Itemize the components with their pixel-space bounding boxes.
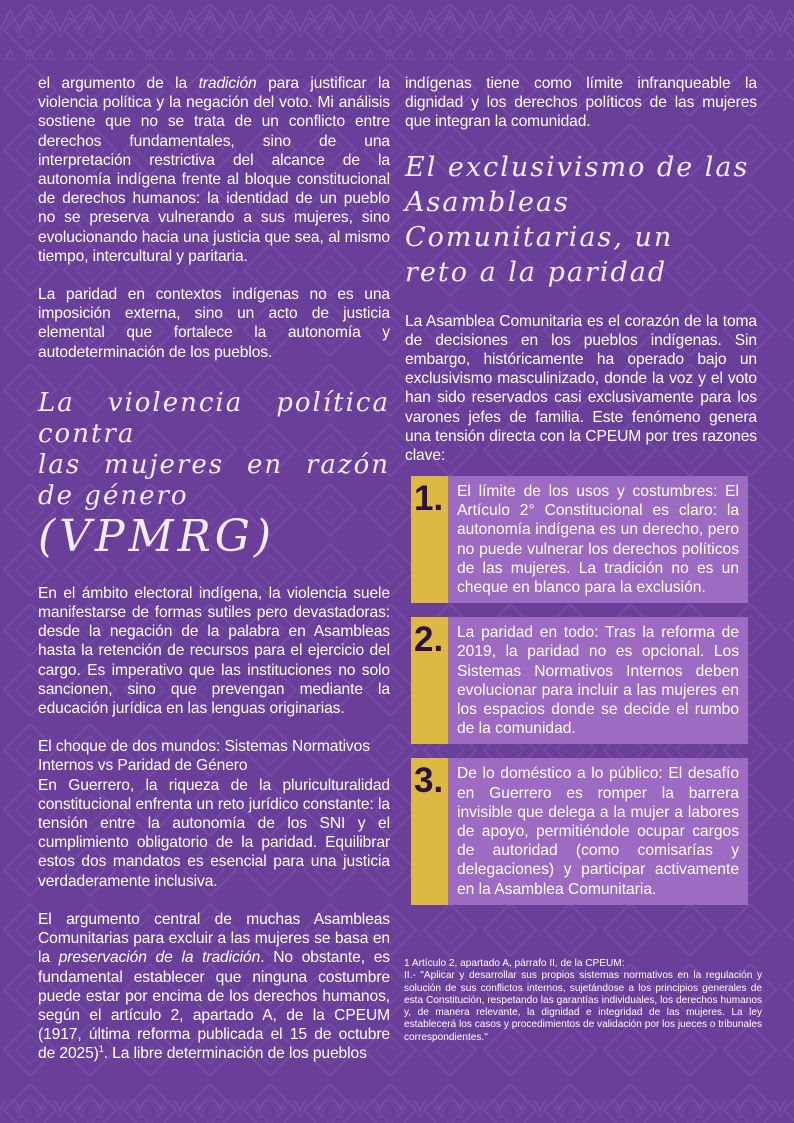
key-reasons-list xyxy=(411,476,748,919)
reason-card-2 xyxy=(411,617,748,744)
section-title-exclusivismo-line-2: Asambleas Comunitarias, un xyxy=(405,186,674,253)
right-column xyxy=(405,74,757,465)
footnote-source: 1 Artículo 2, apartado A, párrafo II, de la CPEUM: xyxy=(404,958,625,969)
left-paragraph-1-text: el argumento de la xyxy=(38,75,199,92)
section-title-vpmrg xyxy=(38,388,390,562)
card-number: 2. xyxy=(414,620,444,660)
reason-card-1 xyxy=(411,476,748,603)
section-title-exclusivismo xyxy=(405,150,757,290)
left-paragraph-5-text-mid: . No obstante, es fundamental establecer que ninguna costumbre puede estar por encima de los derechos humanos, según el artículo 2, apartado A, de la CPEUM (1917, última reforma publicada el 15 de octubre de 2025) xyxy=(38,949,390,1063)
left-column xyxy=(38,74,390,1064)
subheading-choque: El choque de dos mundos: Sistemas Normativos Internos vs Paridad de Género xyxy=(38,738,370,775)
card-number: 3. xyxy=(414,761,444,801)
card-text: De lo doméstico a lo público: El desafío en Guerrero es romper la barrera invisible que delega a la mujer a labores de apoyo, permitiéndole ocupar cargos de autoridad (como comisarías y delegaciones) y participar activamente en la Asamblea Comunitaria. xyxy=(457,765,739,898)
section-title-exclusivismo-line-3: reto a la paridad xyxy=(405,256,668,288)
left-paragraph-3: En el ámbito electoral indígena, la violencia suele manifestarse de formas sutiles pero devastadoras: desde la negación de la palabra en Asambleas hasta la retención de recursos para el ejercicio del cargo. Es imperativo que las instituciones no solo sancionen, sino que prevengan mediante la educación jurídica en las lenguas originarias. xyxy=(38,584,390,718)
footnote xyxy=(404,958,762,1044)
section-title-vpmrg-line-3: (VPMRG) xyxy=(38,510,276,562)
left-paragraph-2: La paridad en contextos indígenas no es una imposición externa, sino un acto de justicia elemental que fortalece la autonomía y autodeterminación de los pueblos. xyxy=(38,286,390,361)
left-paragraph-4: En Guerrero, la riqueza de la pluriculturalidad constitucional enfrenta un reto jurídico constante: la tensión entre la autonomía de los SNI y el cumplimiento obligatorio de la paridad. Equilibrar estos dos mandatos es esencial para una justicia verdaderamente inclusiva. xyxy=(38,776,390,890)
left-paragraph-1 xyxy=(38,74,390,266)
card-text: El límite de los usos y costumbres: El Artículo 2° Constitucional es claro: la autonomía indígena es un derecho, pero no puede vulnerar los derechos políticos de las mujeres. La tradición no es un cheque en blanco para la exclusión. xyxy=(457,483,739,597)
section-title-vpmrg-line-1: La violencia política contra xyxy=(38,387,390,449)
card-number: 1. xyxy=(414,479,444,518)
section-title-vpmrg-line-2: las mujeres en razón de género xyxy=(38,449,390,511)
right-paragraph-1: indígenas tiene como límite infranqueable la dignidad y los derechos políticos de las mujeres que integran la comunidad. xyxy=(405,75,757,131)
left-paragraph-5-text-end: . La libre determinación de los pueblos xyxy=(103,1045,367,1063)
emphasis-preservacion: preservación de la tradición xyxy=(58,949,261,967)
footnote-text: II.- "Aplicar y desarrollar sus propios sistemas normativos en la regulación y solución de sus conflictos internos, sujetándose a los principios generales de esta Constitución, respetando las garantías individuales, los derechos humanos y, de manera relevante, la dignidad e integridad de las mujeres. La ley establecerá los casos y procedimientos de validación por los jueces o tribunales correspondientes." xyxy=(404,970,762,1043)
emphasis-tradicion: tradición xyxy=(198,75,257,92)
footnote-reference: 1 xyxy=(98,1044,104,1055)
right-paragraph-2: La Asamblea Comunitaria es el corazón de la toma de decisiones en los pueblos indígenas. Sin embargo, históricamente ha operado bajo un exclusivismo masculinizado, donde la voz y el voto han sido reservados casi exclusivamente para los varones jefes de familia. Este fenómeno genera una tensión directa con la CPEUM por tres razones clave: xyxy=(405,312,757,465)
section-title-exclusivismo-line-1: El exclusivismo de las xyxy=(405,151,750,183)
reason-card-3 xyxy=(411,758,748,904)
left-paragraph-1-text-end: para justificar la violencia política y la negación del voto. Mi análisis sostiene que no se trata de un conflicto entre derechos fundamentales, sino de una interpretación restrictiva del alcance de la autonomía indígena frente al bloque constitucional de derechos humanos: la identidad de un pueblo no se preserva vulnerando a sus mujeres, sino evolucionando hacia una justicia que sea, al mismo tiempo, intercultural y paritaria. xyxy=(38,75,390,265)
left-paragraph-5-text: El argumento central de muchas Asambleas Comunitarias para excluir a las mujeres se basa en la xyxy=(38,910,390,967)
card-text: La paridad en todo: Tras la reforma de 2019, la paridad no es opcional. Los Sistemas Normativos Internos deben evolucionar para incluir a las mujeres en los espacios donde se decide el rumbo de la comunidad. xyxy=(457,624,739,738)
left-paragraph-5 xyxy=(38,910,390,1064)
